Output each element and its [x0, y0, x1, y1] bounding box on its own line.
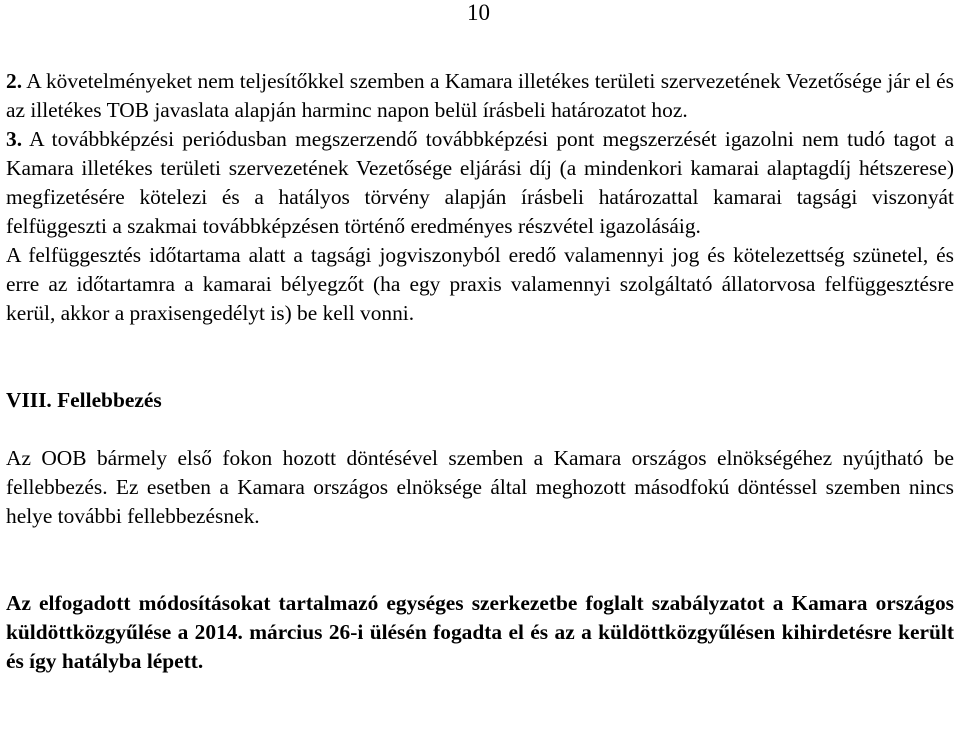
section-body: Az OOB bármely első fokon hozott döntésével szemben a Kamara országos elnökségéhez nyújtható be fellebbezés. Ez esetben a Kamara országos elnöksége által meghozott másodfokú döntéssel szemben nincs helye további fellebbezésnek. — [6, 446, 954, 528]
page-number: 10 — [467, 0, 490, 25]
item-2 — [6, 67, 954, 125]
spacer — [6, 328, 954, 386]
closing-statement: Az elfogadott módosításokat tartalmazó egységes szerkezetbe foglalt szabályzatot a Kamara országos küldöttközgyűlése a 2014. március 26-i ülésén fogadta el és az a küldöttközgyűlésen kihirdetésre került és így hatályba lépett. — [6, 591, 954, 673]
document-body — [6, 67, 954, 676]
item-number: 3. — [6, 127, 23, 151]
item-3 — [6, 125, 954, 241]
section-heading: VIII. Fellebbezés — [6, 388, 162, 412]
item-number: 2. — [6, 69, 23, 93]
item-text: A továbbképzési periódusban megszerzendő továbbképzési pont megszerzését igazolni nem tudó tagot a Kamara illetékes területi szervezetének Vezetősége eljárási díj (a mindenkori kamarai alaptagdíj hétszerese) megfizetésére kötelezi és a hatályos törvény alapján írásbeli határozattal kamarai tagsági viszonyát felfüggeszti a szakmai továbbképzésen történő eredményes részvétel igazolásáig. — [6, 127, 954, 238]
item-text: A követelményeket nem teljesítőkkel szemben a Kamara illetékes területi szervezetének Vezetősége jár el és az illetékes TOB javaslata alapján harminc napon belül írásbeli határozatot hoz. — [6, 69, 954, 122]
spacer — [6, 531, 954, 589]
suspension-paragraph: A felfüggesztés időtartama alatt a tagsági jogviszonyból eredő valamennyi jog és kötelezettség szünetel, és erre az időtartamra a kamarai bélyegzőt (ha egy praxis valamennyi szolgáltató állatorvosa felfüggesztésre kerül, akkor a praxisengedélyt is) be kell vonni. — [6, 243, 954, 325]
spacer — [6, 415, 954, 444]
